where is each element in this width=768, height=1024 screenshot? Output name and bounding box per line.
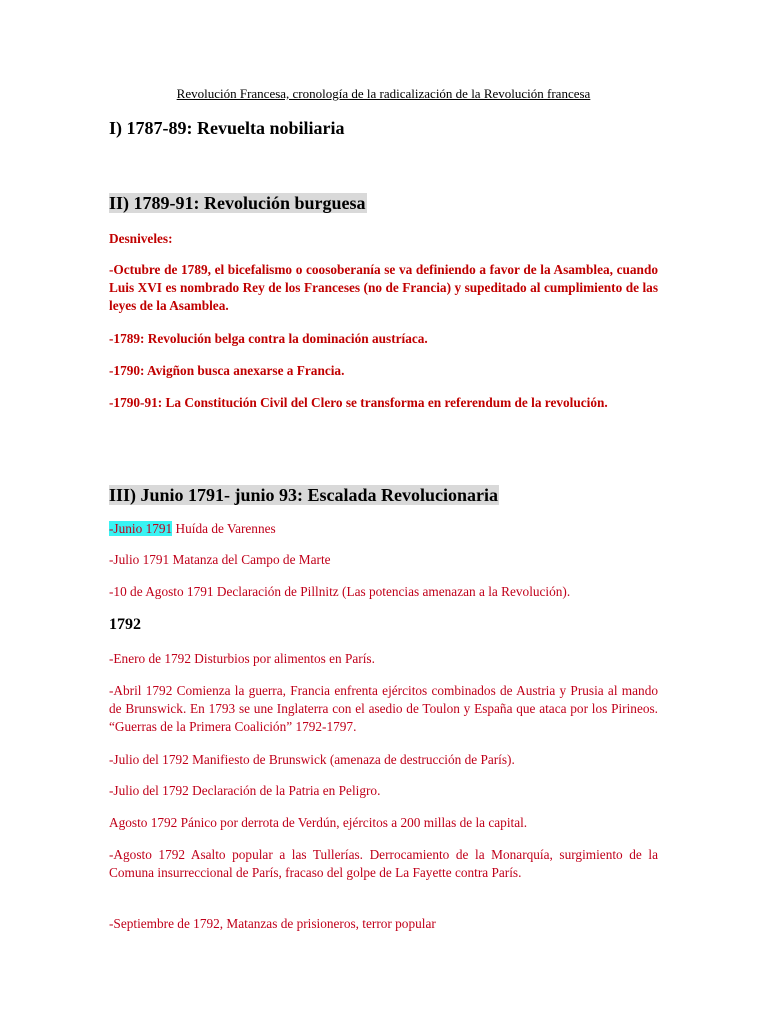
year-1792-item: -Agosto 1792 Asalto popular a las Tullerías. Derrocamiento de la Monarquía, surgimiento de la Comuna insurreccional de París, fracaso del golpe de La Fayette contra París. <box>109 847 658 880</box>
section-3-item-text: Huída de Varennes <box>172 521 276 536</box>
year-1792-item: -Enero de 1792 Disturbios por alimentos en París. <box>109 651 375 666</box>
year-1792-item: Agosto 1792 Pánico por derrota de Verdún, ejércitos a 200 millas de la capital. <box>109 815 528 830</box>
section-1-heading-text: I) 1787-89: Revuelta nobiliaria <box>109 118 345 138</box>
section-3-heading-text: III) Junio 1791- junio 93: Escalada Revolucionaria <box>109 485 499 505</box>
section-2-item: -1790: Avigñon busca anexarse a Francia. <box>109 363 345 378</box>
year-1792-item: -Julio del 1792 Manifiesto de Brunswick (amenaza de destrucción de París). <box>109 752 515 767</box>
highlighted-date: -Junio 1791 <box>109 521 173 536</box>
section-3-item <box>109 520 658 538</box>
section-3-item: -10 de Agosto 1791 Declaración de Pillnitz (Las potencias amenazan a la Revolución). <box>109 584 571 599</box>
section-1-heading <box>109 117 345 139</box>
section-3-item: -Julio 1791 Matanza del Campo de Marte <box>109 552 331 567</box>
section-2-item: -1789: Revolución belga contra la dominación austríaca. <box>109 331 428 346</box>
document-title: Revolución Francesa, cronología de la radicalización de la Revolución francesa <box>176 86 591 101</box>
year-1792-item: -Septiembre de 1792, Matanzas de prisioneros, terror popular <box>109 916 436 931</box>
year-1792-item: -Julio del 1792 Declaración de la Patria en Peligro. <box>109 783 381 798</box>
section-3-heading <box>109 484 499 506</box>
section-2-item: -1790-91: La Constitución Civil del Clero se transforma en referendum de la revolución. <box>109 395 608 410</box>
section-2-heading <box>109 192 367 214</box>
section-2-heading-text: II) 1789-91: Revolución burguesa <box>109 193 366 213</box>
year-1792-item: -Abril 1792 Comienza la guerra, Francia enfrenta ejércitos combinados de Austria y Prusia al mando de Brunswick. En 1793 se une Inglaterra con el asedio de Toulon y España que ataca por los Pirineos. “Guerras de la Primera Coalición” 1792-1797. <box>109 683 658 734</box>
section-2-subheading: Desniveles: <box>109 231 173 246</box>
section-2-item: -Octubre de 1789, el bicefalismo o coosoberanía se va definiendo a favor de la Asamblea, cuando Luis XVI es nombrado Rey de los Franceses (no de Francia) y supeditado al cumplimiento de las leyes de la Asamblea. <box>109 262 658 313</box>
year-heading-1792: 1792 <box>109 616 141 633</box>
